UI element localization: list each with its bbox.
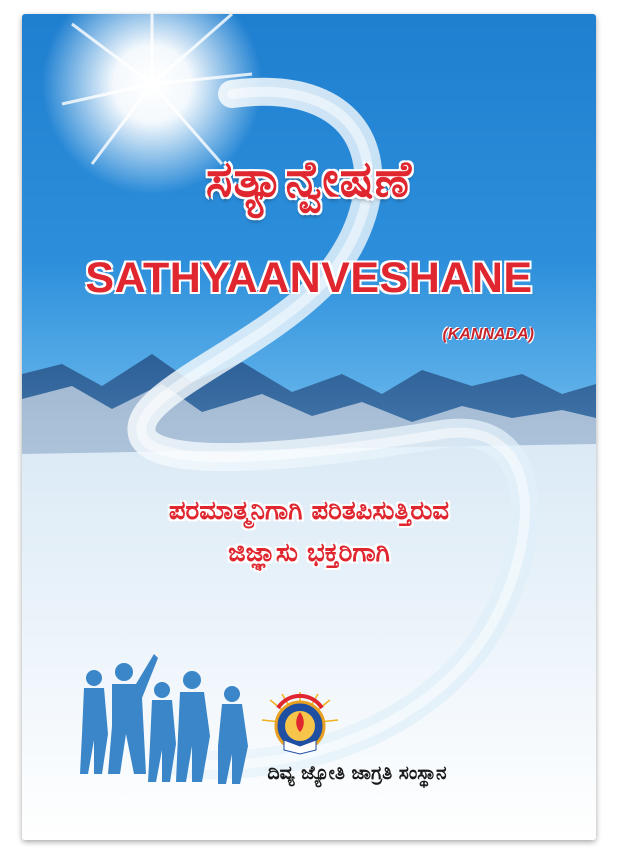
language-tag: (KANNADA): [442, 326, 534, 343]
subtitle-line-2: ಜಿಜ್ಞಾಸು ಭಕ್ತರಿಗಾಗಿ: [228, 538, 390, 568]
title-kannada: ಸತ್ಯಾನ್ವೇಷಣೆ: [205, 150, 413, 208]
title-english: SATHYAANVESHANE: [85, 254, 533, 302]
book-cover: [22, 14, 596, 840]
publisher-logo: [258, 690, 342, 758]
publisher-name: ದಿವ್ಯ ಜ್ಯೋತಿ ಜಾಗ್ರತಿ ಸಂಸ್ಥಾನ: [267, 762, 447, 784]
subtitle-line-1: ಪರಮಾತ್ಮನಿಗಾಗಿ ಪರಿತಪಿಸುತ್ತಿರುವ: [168, 496, 450, 526]
